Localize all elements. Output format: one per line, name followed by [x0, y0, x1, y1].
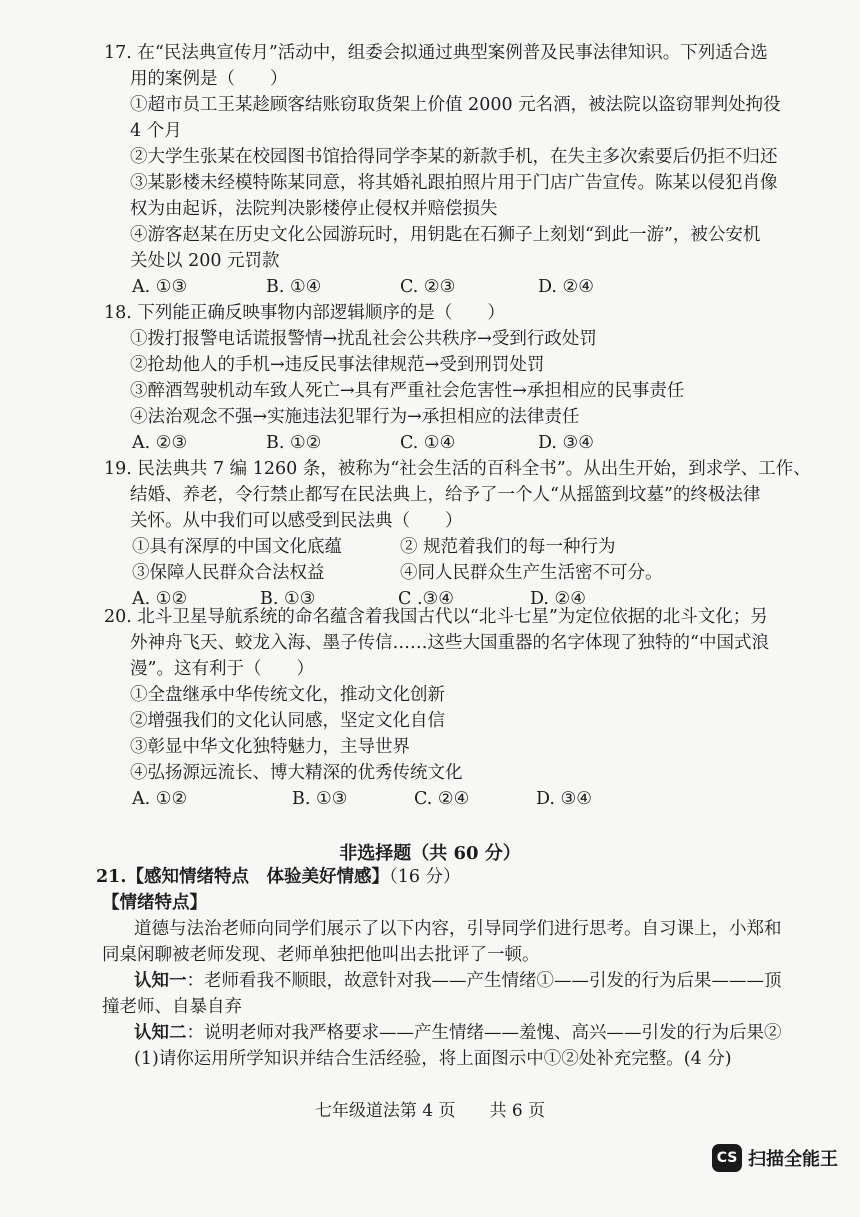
option-a[interactable]: A. ①③	[132, 277, 188, 297]
option-d[interactable]: D. ②④	[538, 277, 594, 297]
question-20	[104, 604, 794, 812]
q21-cognition-1	[96, 968, 796, 994]
q19-choice-2: ② 规范着我们的每一种行为	[400, 537, 616, 557]
option-c[interactable]: C. ①④	[400, 433, 456, 453]
option-a[interactable]: A. ①②	[132, 589, 188, 609]
scanner-logo-icon: CS	[712, 1144, 742, 1172]
q21-heading-score: （16 分）	[388, 867, 461, 887]
q19-choices-row-2	[104, 560, 794, 586]
q20-choice-3: ③彰显中华文化独特魅力，主导世界	[130, 737, 410, 757]
q17-choice-1-cont: 4 个月	[130, 121, 182, 141]
q19-choice-1: ①具有深厚的中国文化底蕴	[132, 537, 342, 557]
option-c[interactable]: C .③④	[398, 589, 454, 609]
q21-heading-title: 21.【感知情绪特点 体验美好情感】	[96, 867, 389, 887]
q20-stem-3: 漫”。这有利于（ ）	[130, 659, 314, 679]
question-18	[104, 300, 794, 456]
option-a[interactable]: A. ②③	[132, 433, 188, 453]
option-d[interactable]: D. ②④	[530, 589, 586, 609]
q18-options	[104, 430, 794, 456]
option-a[interactable]: A. ①②	[132, 789, 188, 809]
option-b[interactable]: B. ①④	[266, 277, 322, 297]
cognition-1-text: ：老师看我不顺眼，故意针对我——产生情绪①——引发的行为后果———顶	[186, 971, 782, 991]
q21-intro-2: 同桌闲聊被老师发现、老师单独把他叫出去批评了一顿。	[102, 945, 540, 965]
option-d[interactable]: D. ③④	[538, 433, 594, 453]
q19-stem-1: 19. 民法典共 7 编 1260 条，被称为“社会生活的百科全书”。从出生开始，到求学、工作、	[104, 459, 811, 479]
q18-choice-3: ③醉酒驾驶机动车致人死亡→具有严重社会危害性→承担相应的民事责任	[130, 381, 685, 401]
q19-stem-2: 结婚、养老，令行禁止都写在民法典上，给予了一个人“从摇篮到坟墓”的终极法律	[130, 485, 761, 505]
q21-subheading	[96, 890, 796, 916]
question-17	[104, 40, 794, 300]
q20-options	[104, 786, 794, 812]
option-b[interactable]: B. ①②	[266, 433, 322, 453]
q18-choice-4: ④法治观念不强→实施违法犯罪行为→承担相应的法律责任	[130, 407, 580, 427]
page-footer: 七年级道法第 4 页 共 6 页	[314, 1101, 546, 1121]
option-c[interactable]: C. ②③	[400, 277, 456, 297]
option-b[interactable]: B. ①③	[292, 789, 348, 809]
q19-choice-4: ④同人民群众生产生活密不可分。	[400, 563, 663, 583]
cognition-2-label: 认知二	[134, 1023, 187, 1043]
q21-subheading-text: 【情绪特点】	[102, 893, 207, 913]
q20-choice-1: ①全盘继承中华传统文化，推动文化创新	[130, 685, 445, 705]
q18-choice-2: ②抢劫他人的手机→违反民事法律规范→受到刑罚处罚	[130, 355, 545, 375]
q21-cognition-1-cont: 撞老师、自暴自弃	[102, 997, 242, 1017]
cognition-2-text: ：说明老师对我严格要求——产生情绪——羞愧、高兴——引发的行为后果②	[186, 1023, 782, 1043]
option-d[interactable]: D. ③④	[536, 789, 592, 809]
question-19	[104, 456, 811, 612]
q20-stem-2: 外神舟飞天、蛟龙入海、墨子传信……这些大国重器的名字体现了独特的“中国式浪	[130, 633, 769, 653]
q17-choice-2: ②大学生张某在校园图书馆拾得同学李某的新款手机，在失主多次索要后仍拒不归还	[130, 147, 778, 167]
q17-line-2: 用的案例是（ ）	[130, 69, 288, 89]
q21-intro-1: 道德与法治老师向同学们展示了以下内容，引导同学们进行思考。自习课上，小郑和	[134, 919, 782, 939]
q17-choice-4-cont: 关处以 200 元罚款	[130, 251, 280, 271]
question-21	[96, 864, 796, 1072]
q20-stem-1: 20. 北斗卫星导航系统的命名蕴含着我国古代以“北斗七星”为定位依据的北斗文化；另	[104, 607, 768, 627]
q17-choice-1: ①超市员工王某趁顾客结账窃取货架上价值 2000 元名酒，被法院以盗窃罪判处拘役	[130, 95, 781, 115]
q19-choices-row-1	[104, 534, 794, 560]
option-b[interactable]: B. ①③	[260, 589, 316, 609]
q19-choice-3: ③保障人民群众合法权益	[132, 563, 325, 583]
q21-heading	[96, 864, 796, 890]
option-c[interactable]: C. ②④	[414, 789, 470, 809]
q17-options	[104, 274, 794, 300]
q19-stem-3: 关怀。从中我们可以感受到民法典（ ）	[130, 511, 463, 531]
q17-choice-3: ③某影楼未经模特陈某同意，将其婚礼跟拍照片用于门店广告宣传。陈某以侵犯肖像	[130, 173, 778, 193]
q18-choice-1: ①拨打报警电话谎报警情→扰乱社会公共秩序→受到行政处罚	[130, 329, 597, 349]
section-title: 非选择题（共 60 分）	[339, 843, 521, 864]
scanner-name: 扫描全能王	[748, 1149, 838, 1170]
q17-line-1: 17. 在“民法典宣传月”活动中，组委会拟通过典型案例普及民事法律知识。下列适合选	[104, 43, 768, 63]
scanner-watermark	[712, 1144, 838, 1172]
q21-task-1: (1)请你运用所学知识并结合生活经验，将上面图示中①②处补充完整。(4 分)	[134, 1049, 732, 1069]
q18-stem: 18. 下列能正确反映事物内部逻辑顺序的是（ ）	[104, 303, 505, 323]
q17-choice-3-cont: 权为由起诉，法院判决影楼停止侵权并赔偿损失	[130, 199, 498, 219]
q17-choice-4: ④游客赵某在历史文化公园游玩时，用钥匙在石狮子上刻划“到此一游”，被公安机	[130, 225, 761, 245]
q20-choice-2: ②增强我们的文化认同感，坚定文化自信	[130, 711, 445, 731]
q21-cognition-2	[96, 1020, 796, 1046]
q20-choice-4: ④弘扬源远流长、博大精深的优秀传统文化	[130, 763, 463, 783]
cognition-1-label: 认知一	[134, 971, 187, 991]
